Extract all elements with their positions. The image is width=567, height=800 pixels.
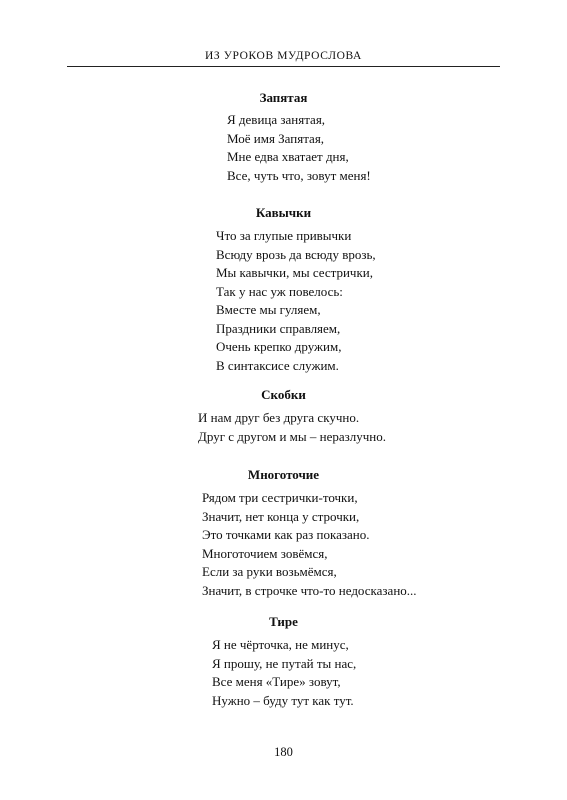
header-rule [67, 66, 500, 67]
poem-line: Это точками как раз показано. [202, 527, 370, 542]
poem-line: Что за глупые привычки [216, 228, 352, 243]
poem-line: Я девица занятая, [227, 112, 326, 127]
poem-title-comma: Запятая [259, 90, 308, 105]
poem-line: Моё имя Запятая, [227, 130, 325, 146]
poem-stanza-dash [212, 636, 356, 710]
poem-line: Значит, в строчке что-то недосказано... [202, 582, 417, 598]
poem-line: В синтаксисе служим. [216, 357, 339, 373]
page-number: 180 [274, 745, 293, 759]
poem-line: Праздники справляем, [216, 320, 341, 336]
poem-line: Так у нас уж повелось: [216, 283, 343, 299]
poem-line: И нам друг без друга скучно. [198, 410, 360, 425]
poem-line: Значит, нет конца у строчки, [202, 508, 360, 524]
poem-line: Вместе мы гуляем, [216, 302, 321, 317]
poem-line: Я прошу, не путай ты нас, [212, 655, 357, 671]
running-head: ИЗ УРОКОВ МУДРОСЛОВА [205, 50, 362, 62]
poem-title-ellipsis: Многоточие [247, 467, 320, 482]
poem-line: Очень крепко дружим, [216, 339, 342, 354]
poem-line: Все меня «Тире» зовут, [212, 674, 341, 689]
poem-stanza-comma [227, 111, 371, 185]
poem-line: Всюду врозь да всюду врозь, [216, 246, 376, 262]
poem-line: Все, чуть что, зовут меня! [227, 167, 371, 183]
poem-title-brackets: Скобки [261, 387, 306, 402]
poem-stanza-ellipsis [202, 489, 417, 600]
poem-line: Рядом три сестрички-точки, [202, 490, 358, 505]
poem-title-quotes: Кавычки [255, 205, 312, 220]
poem-stanza-brackets [198, 409, 386, 446]
poem-line: Многоточием зовёмся, [202, 545, 328, 561]
poem-line: Если за руки возьмёмся, [202, 564, 337, 579]
poem-line: Нужно – буду тут как тут. [212, 692, 354, 708]
poem-title-dash: Тире [269, 614, 298, 629]
poem-line: Мне едва хватает дня, [227, 149, 349, 164]
poem-line: Я не чёрточка, не минус, [212, 637, 349, 652]
poem-line: Мы кавычки, мы сестрички, [216, 265, 373, 280]
poem-line: Друг с другом и мы – неразлучно. [198, 428, 387, 444]
poem-stanza-quotes [216, 227, 376, 375]
